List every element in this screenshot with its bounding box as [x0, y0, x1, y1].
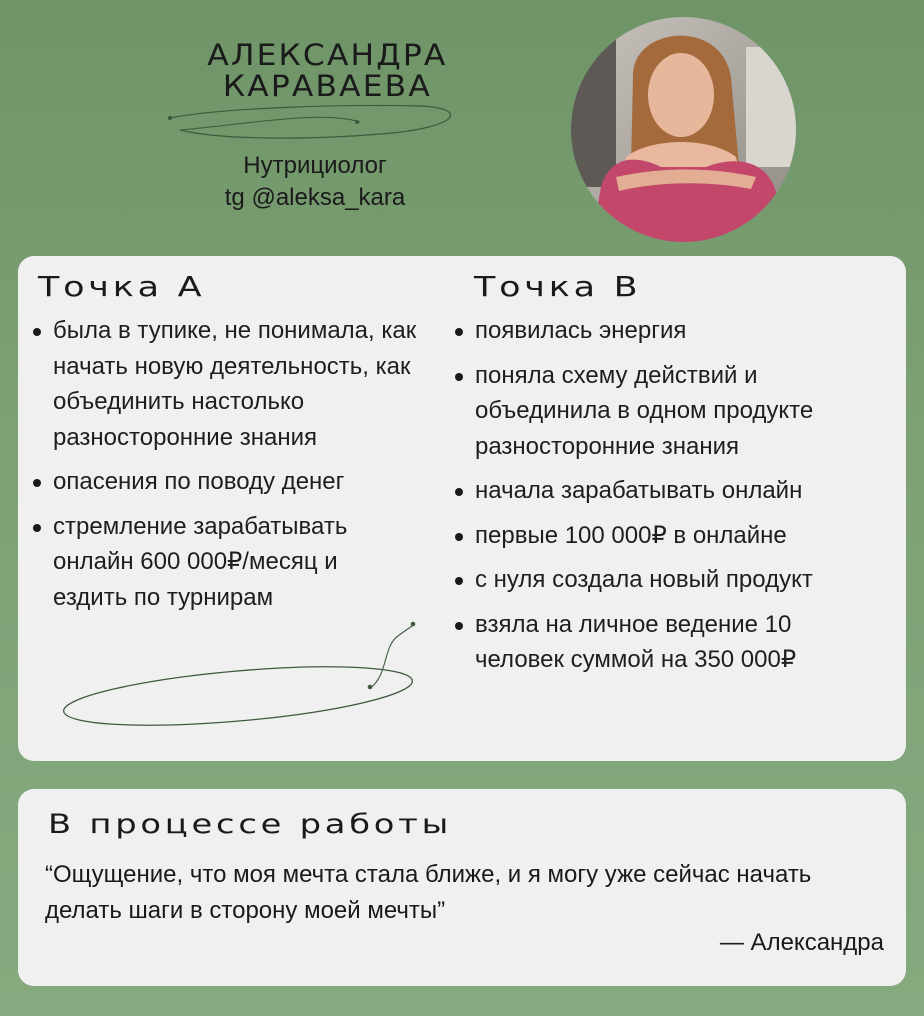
- point-b-title: Точка В: [474, 270, 642, 303]
- process-panel: [18, 789, 906, 986]
- list-item: стремление зарабатывать онлайн 600 000₽/месяц и ездить по турнирам: [32, 509, 403, 616]
- list-item: поняла схему действий и объединила в одном продукте разносторонние знания: [454, 358, 815, 465]
- author-name: [160, 40, 495, 102]
- point-a-title: Точка А: [38, 270, 206, 303]
- list-item: взяла на личное ведение 10 человек суммой на 350 000₽: [454, 607, 875, 678]
- list-item: первые 100 000₽ в онлайне: [454, 518, 894, 554]
- list-item: появилась энергия: [454, 313, 894, 349]
- points-panel: [18, 256, 906, 761]
- portrait-photo: [571, 17, 796, 242]
- decorative-swash: [160, 100, 460, 150]
- decorative-swash: [58, 616, 438, 736]
- point-b-list: [454, 313, 894, 687]
- list-item: опасения по поводу денег: [32, 464, 452, 500]
- list-item: была в тупике, не понимала, как начать новую деятельность, как объединить настолько разносторонние знания: [32, 313, 433, 455]
- telegram-handle: tg @aleksa_kara: [224, 184, 406, 211]
- testimonial-author: — Александра: [719, 929, 884, 956]
- process-title: В процессе работы: [48, 809, 453, 840]
- avatar: [571, 17, 796, 242]
- profile-info: [200, 150, 430, 214]
- list-item: с нуля создала новый продукт: [454, 562, 894, 598]
- list-item: начала зарабатывать онлайн: [454, 473, 894, 509]
- point-a-list: [32, 313, 452, 624]
- author-name-line2: КАРАВАЕВА: [222, 69, 432, 103]
- testimonial-quote: “Ощущение, что моя мечта стала ближе, и я могу уже сейчас начать делать шаги в сторону моей мечты”: [45, 861, 812, 924]
- author-name-line1: АЛЕКСАНДРА: [207, 38, 448, 72]
- profession-label: Нутрициолог: [243, 152, 387, 179]
